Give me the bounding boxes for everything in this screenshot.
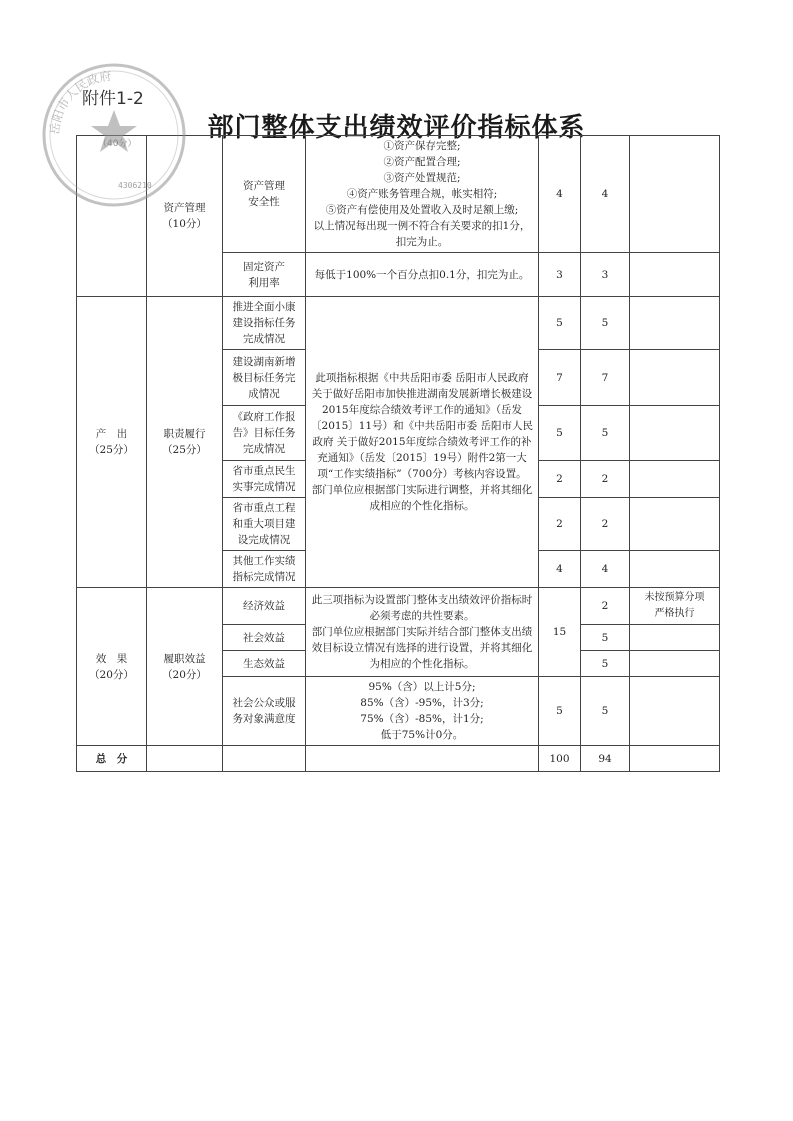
note-cell — [630, 406, 720, 461]
note-cell — [630, 551, 720, 588]
l3-cell: 其他工作实绩 指标完成情况 — [223, 551, 306, 588]
score-cell: 3 — [581, 253, 630, 297]
total-label: 总 分 — [77, 746, 147, 772]
criteria-cell: 此项指标根据《中共岳阳市委 岳阳市人民政府 关于做好岳阳市加快推进湖南发展新增长极建设2015年度综合绩效考评工作的通知》（岳发〔2015〕11号）和《中共岳阳市委 岳阳市人民政府 关于做好2015年度综合绩效考评工作的补充通知》（岳发〔2015〕19号）附件2第一大项“工作实绩指标”（700分）考核内容设置。 部门单位应根据部门实际进行调整，并将其细化成相应的个性化指标。 — [306, 297, 539, 588]
criteria-cell: 每低于100%一个百分点扣0.1分，扣完为止。 — [306, 253, 539, 297]
score-cell: 5 — [581, 651, 630, 677]
note-cell: 未按预算分项 严格执行 — [630, 588, 720, 625]
note-cell — [630, 253, 720, 297]
l3-cell: 社会公众或服 务对象满意度 — [223, 677, 306, 746]
l3-cell: 社会效益 — [223, 625, 306, 651]
score-cell: 5 — [581, 625, 630, 651]
l2-cell: 资产管理 （10分） — [147, 136, 223, 297]
criteria-cell: ①资产保存完整; ②资产配置合理; ③资产处置规范; ④资产账务管理合规，帐实相符; ⑤资产有偿使用及处置收入及时足额上缴; 以上情况每出现一例不符合有关要求的扣1分，扣完为止。 — [306, 136, 539, 253]
official-seal — [34, 50, 194, 210]
note-cell — [630, 498, 720, 551]
seal-arc-text: 岳阳市人民政府 — [47, 68, 113, 136]
l3-cell: 生态效益 — [223, 651, 306, 677]
total-score: 94 — [581, 746, 630, 772]
empty-cell — [223, 746, 306, 772]
l3-cell: 资产管理 安全性 — [223, 136, 306, 253]
weight-cell: 15 — [539, 588, 581, 677]
weight-cell: 3 — [539, 253, 581, 297]
criteria-cell: 95%（含）以上计5分; 85%（含）-95%，计3分; 75%（含）-85%，计1分; 低于75%计0分。 — [306, 677, 539, 746]
l1-cell: 效 果 （20分） — [77, 588, 147, 746]
weight-cell: 4 — [539, 136, 581, 253]
weight-cell: 4 — [539, 551, 581, 588]
score-cell: 2 — [581, 588, 630, 625]
total-weight: 100 — [539, 746, 581, 772]
note-cell — [630, 651, 720, 677]
empty-cell — [147, 746, 223, 772]
seal-partial-score: （40分） — [98, 139, 137, 149]
weight-cell: 7 — [539, 350, 581, 406]
score-cell: 7 — [581, 350, 630, 406]
seal-code: 4306210 — [118, 181, 152, 190]
note-cell — [630, 297, 720, 350]
score-cell: 4 — [581, 136, 630, 253]
empty-cell — [306, 746, 539, 772]
score-cell: 4 — [581, 551, 630, 588]
l3-cell: 推进全面小康 建设指标任务 完成情况 — [223, 297, 306, 350]
note-cell — [630, 677, 720, 746]
l3-cell: 固定资产 利用率 — [223, 253, 306, 297]
l3-cell: 经济效益 — [223, 588, 306, 625]
score-cell: 5 — [581, 406, 630, 461]
weight-cell: 2 — [539, 498, 581, 551]
score-cell: 5 — [581, 297, 630, 350]
score-cell: 2 — [581, 498, 630, 551]
score-cell: 2 — [581, 461, 630, 498]
l3-cell: 《政府工作报 告》目标任务 完成情况 — [223, 406, 306, 461]
score-cell: 5 — [581, 677, 630, 746]
l1-cell: 产 出 （25分） — [77, 297, 147, 588]
l3-cell: 省市重点民生 实事完成情况 — [223, 461, 306, 498]
weight-cell: 5 — [539, 297, 581, 350]
indicator-table — [76, 135, 720, 772]
note-cell — [630, 746, 720, 772]
table-row — [77, 297, 720, 350]
weight-cell: 5 — [539, 406, 581, 461]
note-cell — [630, 136, 720, 253]
l2-cell: 履职效益 （20分） — [147, 588, 223, 746]
attachment-label: 附件1-2 — [82, 89, 144, 109]
l2-cell: 职责履行 （25分） — [147, 297, 223, 588]
l3-cell: 建设湖南新增 极目标任务完 成情况 — [223, 350, 306, 406]
weight-cell: 5 — [539, 677, 581, 746]
note-cell — [630, 461, 720, 498]
table-row — [77, 588, 720, 625]
total-row — [77, 746, 720, 772]
note-cell — [630, 625, 720, 651]
weight-cell: 2 — [539, 461, 581, 498]
l3-cell: 省市重点工程 和重大项目建 设完成情况 — [223, 498, 306, 551]
criteria-cell: 此三项指标为设置部门整体支出绩效评价指标时必须考虑的共性要素。 部门单位应根据部门实际并结合部门整体支出绩效目标设立情况有选择的进行设置，并将其细化为相应的个性化指标。 — [306, 588, 539, 677]
page-title: 部门整体支出绩效评价指标体系 — [207, 113, 586, 143]
note-cell — [630, 350, 720, 406]
